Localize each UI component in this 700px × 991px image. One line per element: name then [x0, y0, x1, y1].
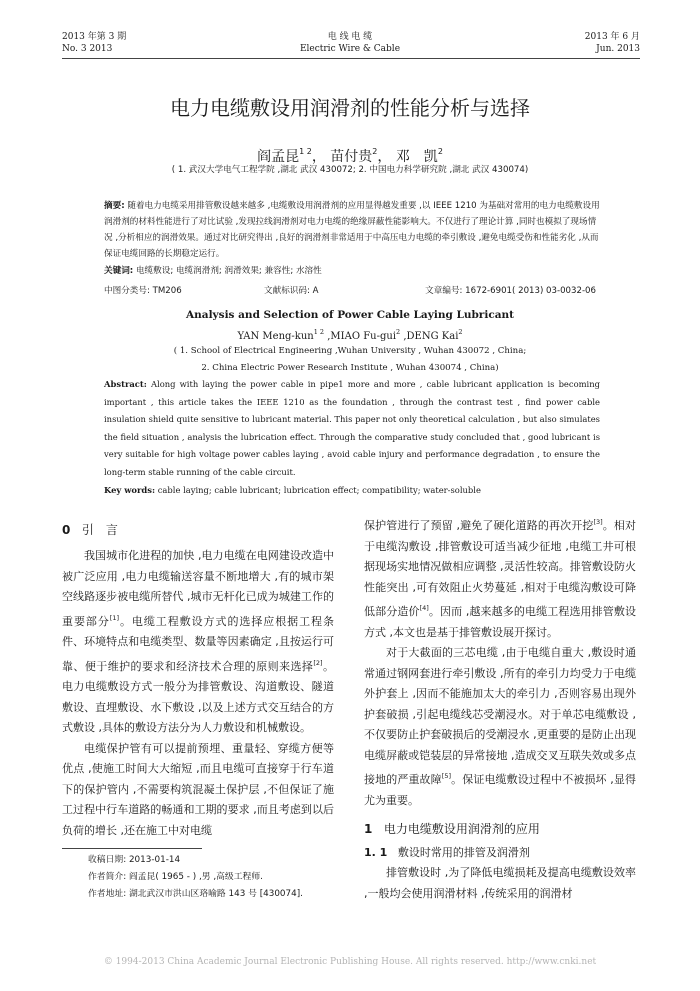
paragraph: 我国城市化进程的加快 ,电力电缆在电网建设改造中被广泛应用 ,电力电缆输送容量不断地增大 ,有的城市架空线路逐步被电缆所替代 ,城市无杆化已成为城建工作的重要部分[1]。电缆工程敷设方式的选择应根据工程条件、环境特点和电缆类型、数量等因素确定 ,且按运行可靠、便于维护的要求和经济技术合理的原则来选择[2]。电力电缆敷设方式一般分为排管敷设、沟道敷设、隧道敷设、直埋敷设、水下敷设 ,以及上述方式交互结合的方式敷设 ,具体的敷设方法分为人力敷设和机械敷设。	[62, 549, 335, 734]
journal-name-cn: 电 线 电 缆	[327, 32, 373, 42]
keywords-cn-label: 关键词:	[104, 266, 134, 276]
article-number	[425, 283, 596, 299]
authors-cn	[0, 143, 700, 166]
issue-en: No. 3 2013	[62, 44, 113, 54]
section-heading-1	[364, 819, 636, 839]
affiliation-cn: ( 1. 武汉大学电气工程学院 ,湖北 武汉 430072; 2. 中国电力科学研究院 ,湖北 武汉 430074)	[171, 165, 529, 175]
journal-name	[250, 31, 450, 55]
footnote-rule	[62, 848, 202, 849]
footnote-address: 作者地址: 湖北武汉市洪山区珞喻路 143 号 [430074].	[88, 889, 303, 899]
abstract-en	[104, 376, 600, 481]
body-column-right	[364, 512, 636, 904]
author-2-affil-en: 2	[396, 328, 401, 336]
journal-issue-cn	[62, 31, 126, 55]
clc-value: TM206	[149, 286, 182, 296]
body-column-left	[62, 520, 334, 841]
section-title: 引 言	[81, 523, 118, 537]
subsection-title: 敷设时常用的排管及润滑剂	[397, 846, 530, 859]
abstract-cn-text: 随着电力电缆采用排管敷设越来越多 ,电缆敷设用润滑剂的应用显得越发重要 ,以 IEEE 1210 为基础对常用的电力电缆敷设用润滑剂的材料性能进行了对比试验 ,发现拉线润滑剂对电力电缆的绝缘屏蔽性能影响大。不仅进行了理论计算 ,同时也模拟了现场情况 ,分析相应的润滑效果。通过对比研究得出 ,良好的润滑剂非常适用于中高压电力电缆的牵引敷设 ,避免电缆受伤和性能劣化 ,从而保证电缆回路的长期稳定运行。	[104, 201, 600, 259]
date-cn: 2013 年 6 月	[584, 32, 640, 42]
abstract-cn	[104, 198, 600, 262]
paper-title-en: Analysis and Selection of Power Cable Laying Lubricant	[185, 309, 515, 321]
section-number: 1	[364, 822, 373, 836]
journal-date	[585, 31, 640, 55]
header-rule	[62, 58, 640, 59]
author-3-affil-en: 2	[458, 328, 463, 336]
paragraph: 排管敷设时 ,为了降低电缆损耗及提高电缆敷设效率 ,一般均会使用润滑材料 ,传统采用的润滑材	[364, 866, 636, 900]
date-en: Jun. 2013	[596, 44, 640, 54]
section-title: 电力电缆敷设用润滑剂的应用	[383, 822, 540, 836]
author-3-cn: 邓 凯	[395, 149, 438, 165]
author-2-en: ,MIAO Fu-gui	[324, 331, 397, 342]
document-code	[264, 283, 319, 299]
paragraph-continued: 保护管进行了预留 ,避免了硬化道路的再次开挖[3]。相对于电缆沟敷设 ,排管敷设可适当减少征地 ,电缆工井可根据现场实地情况做相应调整 ,灵活性较高。排管敷设防火性能突出 ,可有效阻止火势蔓延 ,相对于电缆沟敷设可降低部分造价[4]。因而 ,越来越多的电缆工程选用排管敷设方式 ,本文也是基于排管敷设展开探讨。	[364, 518, 637, 639]
keywords-en-label: Key words:	[104, 485, 156, 495]
citation: [5]	[441, 772, 451, 780]
citation: [2]	[313, 658, 323, 667]
author-2-affil: 2	[372, 147, 378, 156]
doc-code-value: A	[309, 286, 319, 296]
author-3-en: ,DENG Kai	[400, 331, 459, 342]
abstract-en-label: Abstract:	[104, 379, 147, 389]
copyright-notice: © 1994-2013 China Academic Journal Electronic Publishing House. All rights reserved. http://www.cnki.net	[103, 957, 597, 967]
citation: [3]	[593, 518, 603, 526]
author-1-en: YAN Meng-kun	[237, 331, 314, 342]
citation: [4]	[419, 604, 429, 612]
keywords-cn	[104, 263, 600, 279]
author-1-cn: 阎孟昆	[257, 149, 300, 165]
author-1-affil-en: 1 2	[313, 328, 325, 336]
author-2-cn: 苗付贵	[330, 149, 373, 165]
paper-title-cn: 电力电缆敷设用润滑剂的性能分析与选择	[170, 96, 530, 120]
keywords-en	[104, 482, 600, 500]
keywords-en-text: cable laying; cable lubricant; lubrication effect; compatibility; water-soluble	[155, 485, 481, 495]
issue-cn: 2013 年第 3 期	[62, 32, 127, 42]
section-number: 0	[62, 523, 71, 537]
abstract-en-text: Along with laying the power cable in pipe1 more and more , cable lubricant application is becoming important , this article takes the IEEE 1210 as the foundation , through the contrast test , find power cable insulation shield quite sensitive to lubricant material. This paper not only theoretical calculation , but also simulates the field situation , analysis the lubrication effect. Through the comparative study concluded that , good lubricant is very suitable for high voltage power cables laying , avoid cable injury and performance degradation , to ensure the long-term stable running of the cable circuit.	[104, 379, 600, 477]
clc-label: 中图分类号:	[104, 286, 150, 296]
subsection-number: 1. 1	[364, 846, 388, 859]
citation: [1]	[109, 613, 119, 622]
affiliation-en-2: 2. China Electric Power Research Institute , Wuhan 430074 , China)	[201, 363, 499, 373]
article-number-label: 文章编号:	[425, 286, 463, 296]
author-3-affil: 2	[437, 147, 443, 156]
paragraph: 对于大截面的三芯电缆 ,由于电缆自重大 ,敷设时通常通过钢网套进行牵引敷设 ,所有的牵引力均受力于电缆外护套上 ,因而不能施加太大的牵引力 ,否则容易出现外护套破损 ,引起电缆线芯受潮浸水。对于单芯电缆敷设 ,不仅要防止护套破损后的受潮浸水 ,更重要的是防止出现电缆屏蔽或铠装层的异常接地 ,造成交叉互联失效或多点接地的严重故障[5]。保证电缆敷设过程中不被损坏 ,显得尤为重要。	[364, 646, 636, 807]
journal-name-en: Electric Wire & Cable	[299, 44, 401, 54]
keywords-cn-text: 电缆敷设; 电缆润滑剂; 润滑效果; 兼容性; 水溶性	[133, 266, 322, 276]
article-number-value: 1672-6901( 2013) 03-0032-06	[462, 286, 596, 296]
footnote-author-bio: 作者简介: 阎孟昆( 1965 - ) ,男 ,高级工程师.	[88, 872, 263, 882]
subsection-heading-1-1	[364, 843, 636, 863]
doc-code-label: 文献标识码:	[264, 286, 310, 296]
author-sep: ，	[377, 149, 392, 165]
author-sep: ，	[311, 149, 326, 165]
footnote-received: 收稿日期: 2013-01-14	[88, 855, 181, 865]
paragraph: 电缆保护管有可以提前预埋、重量轻、穿缆方便等优点 ,使施工时间大大缩短 ,而且电缆可直接穿于行车道下的保护管内 ,不需要构筑混凝土保护层 ,不但保证了施工过程中行车道路的畅通和工期的要求 ,而且考虑到以后负荷的增长 ,还在施工中对电缆	[62, 741, 334, 837]
section-heading-0	[62, 520, 334, 540]
affiliation-en-1: ( 1. School of Electrical Engineering ,Wuhan University , Wuhan 430072 , China;	[173, 346, 527, 356]
authors-en	[0, 325, 700, 344]
abstract-cn-label: 摘要:	[104, 201, 125, 211]
author-1-affil: 1 2	[299, 147, 312, 156]
clc-number	[104, 283, 182, 299]
